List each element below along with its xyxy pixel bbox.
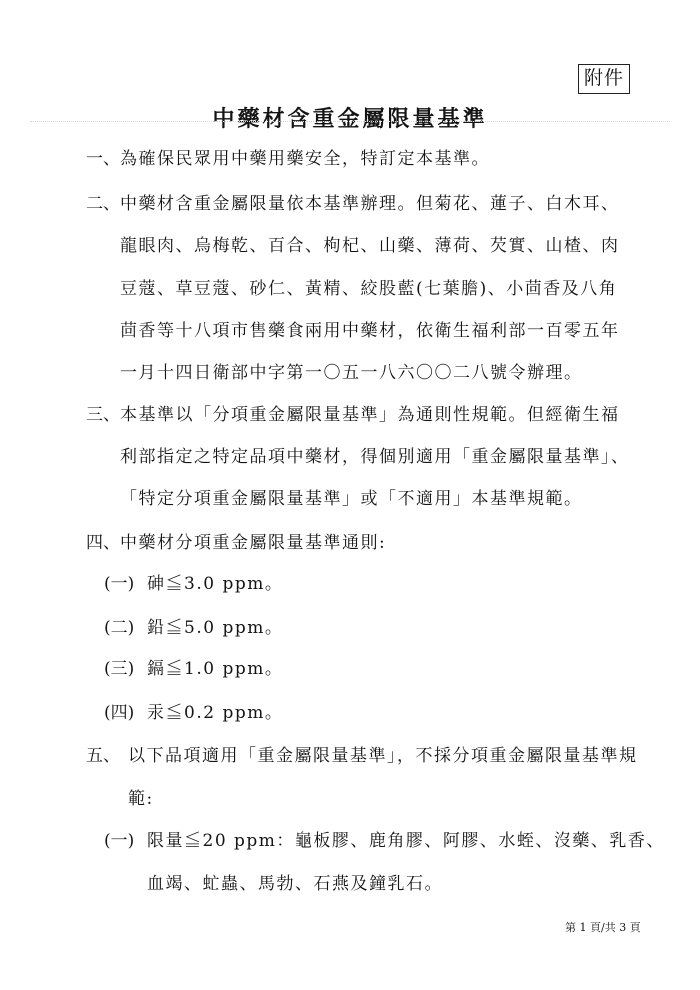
section-5-number: 五、 (86, 746, 120, 766)
section-3-line-1: 本基準以「分項重金屬限量基準」為通則性規範。但經衛生福 (120, 405, 620, 425)
section-5-line-1: 以下品項適用「重金屬限量基準」，不採分項重金屬限量基準規 (128, 746, 638, 766)
scan-rule (30, 121, 670, 122)
section-2-line-1: 中藥材含重金屬限量依本基準辦理。但菊花、蓮子、白木耳、 (120, 194, 620, 214)
section-5-item-1-continuation: 血竭、虻蟲、馬勃、石燕及鐘乳石。 (147, 874, 443, 894)
section-5-line-2: 範: (128, 789, 154, 809)
section-1-number: 一、 (86, 149, 120, 169)
section-4-item-2-label: (二) (104, 618, 135, 638)
section-2-line-5: 一月十四日衛部中字第一〇五一八六〇〇二八號令辦理。 (120, 363, 583, 383)
section-4-line-1: 中藥材分項重金屬限量基準通則: (120, 533, 387, 553)
section-3-line-3: 「特定分項重金屬限量基準」或「不適用」本基準規範。 (120, 489, 583, 509)
section-4-item-4-label: (四) (104, 703, 135, 723)
section-2-number: 二、 (86, 194, 120, 214)
section-5-item-1-label: (一) (104, 831, 135, 851)
section-2-line-3: 豆蔻、草豆蔻、砂仁、黃精、絞股藍(七葉膽)、小茴香及八角 (120, 279, 618, 299)
document-title: 中藥材含重金屬限量基準 (212, 106, 488, 132)
section-4-item-1-text: 砷≦3.0 ppm。 (147, 574, 284, 594)
section-4-item-3-text: 鎘≦1.0 ppm。 (147, 659, 284, 679)
section-2-line-2: 龍眼肉、烏梅乾、百合、枸杞、山藥、薄荷、芡實、山楂、肉 (120, 236, 620, 256)
section-3-line-2: 利部指定之特定品項中藥材，得個別適用「重金屬限量基準」、 (120, 447, 630, 467)
section-1-line-1: 為確保民眾用中藥用藥安全，特訂定本基準。 (120, 149, 490, 169)
page-footer: 第 1 頁/共 3 頁 (565, 921, 641, 934)
section-2-line-4: 茴香等十八項市售藥食兩用中藥材，依衛生福利部一百零五年 (120, 321, 620, 341)
section-4-item-2-text: 鉛≦5.0 ppm。 (147, 618, 284, 638)
section-3-number: 三、 (86, 405, 120, 425)
section-4-item-4-text: 汞≦0.2 ppm。 (147, 703, 284, 723)
section-4-item-3-label: (三) (104, 659, 135, 679)
section-4-item-1-label: (一) (104, 574, 135, 594)
attachment-label: 附件 (578, 64, 630, 94)
section-4-number: 四、 (86, 533, 120, 553)
section-5-item-1-text: 限量≦20 ppm：龜板膠、鹿角膠、阿膠、水蛭、沒藥、乳香、 (147, 831, 665, 851)
